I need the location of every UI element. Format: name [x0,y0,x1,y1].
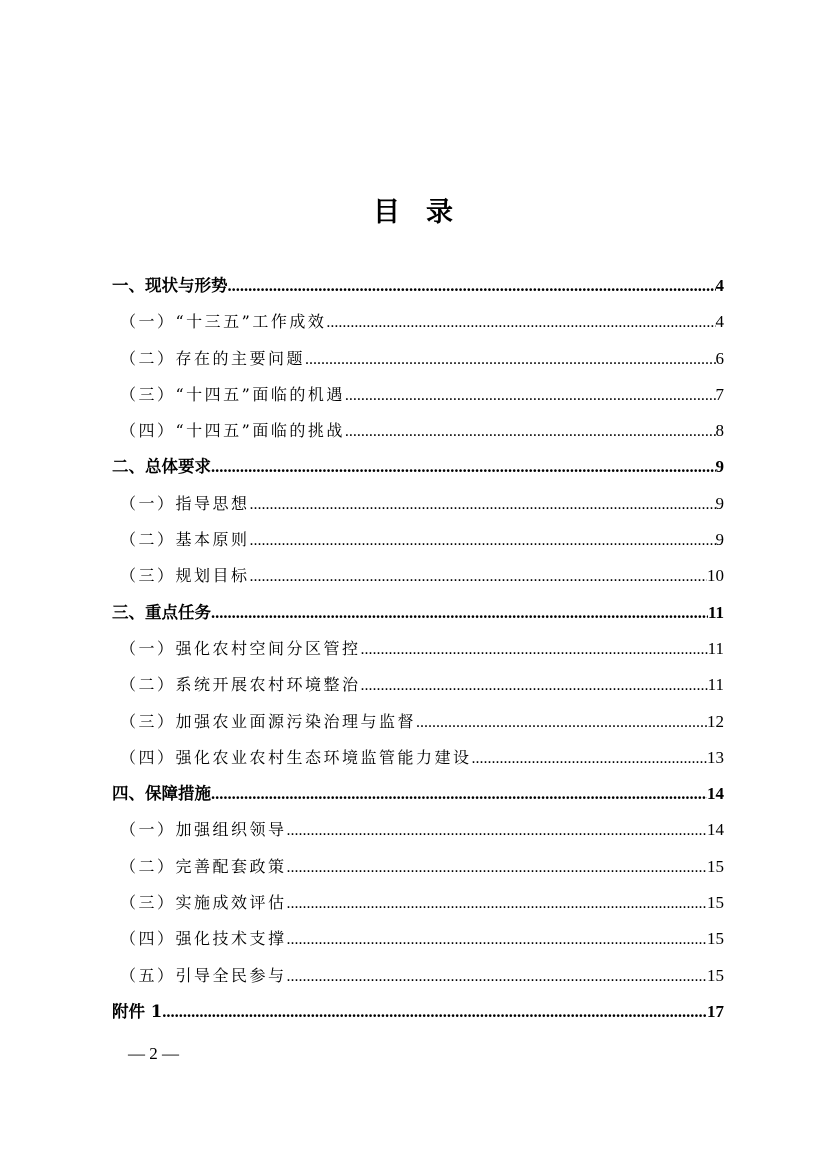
toc-entry-label: （四）“十四五”面临的挑战 [120,421,345,441]
dot-leader [287,926,707,954]
toc-subsection-entry[interactable] [112,417,724,453]
toc-subsection-entry[interactable] [112,816,724,852]
toc-entry-label: （二）系统开展农村环境整治 [120,675,361,695]
toc-subsection-entry[interactable] [112,381,724,417]
toc-entry-label: 一、现状与形势 [112,276,228,295]
toc-title [0,190,826,229]
toc-entry-page: 11 [707,638,724,658]
toc-entry-label: 三、重点任务 [112,602,211,622]
toc-subsection-entry[interactable] [112,962,724,998]
toc-title-char: 录 [426,197,479,228]
toc-entry-page: 9 [715,530,724,550]
toc-entry-page: 9 [715,493,724,513]
toc-subsection-entry[interactable] [112,671,724,707]
toc-entry-label: （一）“十三五”工作成效 [120,312,327,332]
toc-entry-label: （二）基本原则 [120,530,250,550]
toc-entry-label: 二、总体要求 [112,457,211,477]
dot-leader [250,563,707,591]
toc-entry-label: 附件 1 [112,1001,163,1021]
dot-leader [287,854,707,882]
toc-entry-page: 4 [715,276,724,295]
toc-title-char: 目 [373,197,426,228]
toc-entry-label: （三）规划目标 [120,566,250,586]
dot-leader [361,672,708,700]
toc-entry-page: 15 [707,893,724,913]
toc-entry-page: 10 [707,566,724,586]
toc-subsection-entry[interactable] [112,308,724,344]
toc-entry-page: 4 [715,312,724,332]
toc-entry-label: （五）引导全民参与 [120,965,287,985]
toc-entry-label: （二）完善配套政策 [120,856,287,876]
toc-entry-page: 11 [707,602,724,622]
dot-leader [250,491,716,519]
toc-section-entry[interactable] [112,599,724,635]
toc-entry-page: 7 [715,384,724,404]
table-of-contents [112,272,724,1034]
dot-leader [228,272,716,300]
toc-subsection-entry[interactable] [112,526,724,562]
toc-entry-label: （三）“十四五”面临的机遇 [120,384,345,404]
toc-entry-label: （三）实施成效评估 [120,893,287,913]
dot-leader [287,963,707,991]
dot-leader [211,453,716,481]
toc-section-entry[interactable] [112,272,724,308]
toc-section-entry[interactable] [112,998,724,1034]
dot-leader [345,418,716,446]
toc-subsection-entry[interactable] [112,889,724,925]
toc-entry-page: 14 [707,820,724,840]
toc-entry-page: 15 [707,856,724,876]
page-number-footer: — 2 — [128,1044,179,1063]
toc-subsection-entry[interactable] [112,490,724,526]
toc-subsection-entry[interactable] [112,562,724,598]
toc-entry-page: 15 [707,965,724,985]
dot-leader [326,309,715,337]
dot-leader [361,636,708,664]
dot-leader [472,745,707,773]
toc-section-entry[interactable] [112,780,724,816]
dot-leader [416,709,707,737]
dot-leader [305,346,715,374]
toc-entry-label: （四）强化技术支撑 [120,929,287,949]
toc-entry-page: 12 [707,711,724,731]
toc-subsection-entry[interactable] [112,345,724,381]
dot-leader [162,998,707,1026]
toc-entry-label: （一）加强组织领导 [120,820,287,840]
toc-entry-label: （一）强化农村空间分区管控 [120,638,361,658]
toc-entry-page: 8 [715,421,724,441]
toc-subsection-entry[interactable] [112,744,724,780]
dot-leader [287,890,707,918]
dot-leader [287,817,707,845]
toc-entry-label: （二）存在的主要问题 [120,348,306,368]
toc-subsection-entry[interactable] [112,925,724,961]
toc-entry-page: 14 [707,784,724,804]
toc-entry-label: （三）加强农业面源污染治理与监督 [120,711,417,731]
toc-entry-page: 9 [715,457,724,477]
dot-leader [211,599,708,627]
toc-entry-page: 11 [707,675,724,695]
toc-subsection-entry[interactable] [112,635,724,671]
toc-entry-page: 6 [715,348,724,368]
dot-leader [211,780,707,808]
toc-entry-label: （四）强化农业农村生态环境监管能力建设 [120,747,472,767]
toc-entry-page: 15 [707,929,724,949]
toc-section-entry[interactable] [112,453,724,489]
toc-entry-label: （一）指导思想 [120,493,250,513]
toc-entry-label: 四、保障措施 [112,784,211,804]
dot-leader [345,382,716,410]
toc-entry-page: 17 [707,1001,724,1021]
toc-entry-page: 13 [707,747,724,767]
toc-subsection-entry[interactable] [112,708,724,744]
dot-leader [250,527,716,555]
toc-subsection-entry[interactable] [112,853,724,889]
